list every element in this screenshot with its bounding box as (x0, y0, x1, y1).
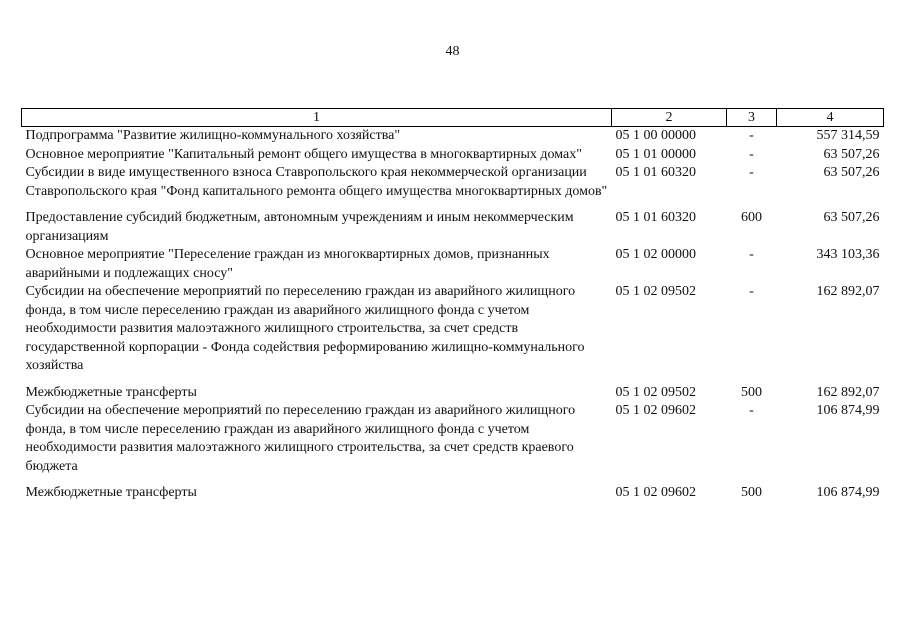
row-name: Субсидии на обеспечение мероприятий по переселению граждан из аварийного жилищного фонда, в том числе переселению граждан из аварийного жилищного фонда с учетом необходимости развития малоэтажного жилищного строительства, за счет средств государственной корпорации - Фонда содействия реформированию жилищно-коммунального хозяйства (25, 284, 585, 373)
row-code: 05 1 01 60320 (615, 165, 696, 180)
row-type: - (749, 284, 754, 299)
row-code: 05 1 02 09502 (615, 384, 696, 400)
row-type: 500 (741, 384, 762, 400)
row-name: Основное мероприятие "Переселение граждан из многоквартирных домов, признанных аварийными и подлежащих сносу" (25, 247, 550, 281)
row-code: 05 1 02 00000 (615, 247, 696, 262)
budget-table (21, 108, 884, 503)
table-row (22, 209, 884, 246)
row-sum: 106 874,99 (816, 485, 880, 500)
row-type: - (749, 247, 754, 262)
row-code: 05 1 02 09602 (615, 403, 696, 418)
row-sum: 162 892,07 (816, 284, 880, 299)
row-sum: 63 507,26 (823, 165, 880, 180)
table-row (22, 402, 884, 484)
row-type: - (749, 146, 754, 162)
row-name: Основное мероприятие "Капитальный ремонт общего имущества в многоквартирных домах" (25, 146, 582, 162)
row-sum: 106 874,99 (816, 403, 880, 418)
table-row (22, 127, 884, 146)
column-header-name: 1 (22, 109, 612, 127)
row-type: 500 (741, 485, 762, 500)
column-header-type: 3 (727, 109, 777, 127)
row-sum: 63 507,26 (823, 146, 880, 162)
row-name: Межбюджетные трансферты (25, 485, 197, 500)
row-name: Субсидии в виде имущественного взноса Ставропольского края некоммерческой организации Ставропольского края "Фонд капитального ремонта общего имущества многоквартирных домов" (25, 165, 608, 199)
row-name: Субсидии на обеспечение мероприятий по переселению граждан из аварийного жилищного фонда, в том числе переселению граждан из аварийного жилищного фонда с учетом необходимости развития малоэтажного жилищного строительства, за счет средств краевого бюджета (25, 403, 576, 474)
row-sum: 63 507,26 (823, 210, 880, 225)
table-row (22, 384, 884, 403)
row-sum: 343 103,36 (816, 247, 880, 262)
row-type: - (749, 165, 754, 180)
table-row (22, 146, 884, 165)
row-type: - (749, 128, 754, 143)
row-name: Предоставление субсидий бюджетным, автономным учреждениям и иным некоммерческим организациям (25, 210, 574, 244)
table-row (22, 164, 884, 209)
row-code: 05 1 02 09602 (615, 485, 696, 500)
table-row (22, 283, 884, 384)
row-name: Межбюджетные трансферты (25, 384, 197, 400)
table-header-row (22, 109, 884, 127)
row-code: 05 1 02 09502 (615, 284, 696, 299)
row-code: 05 1 01 60320 (615, 210, 696, 225)
row-type: - (749, 403, 754, 418)
row-type: 600 (741, 210, 762, 225)
page-number: 48 (445, 44, 460, 59)
row-sum: 162 892,07 (816, 384, 880, 400)
row-code: 05 1 00 00000 (615, 128, 696, 143)
row-code: 05 1 01 00000 (615, 146, 696, 162)
table-row (22, 246, 884, 283)
table-row (22, 484, 884, 503)
row-sum: 557 314,59 (816, 128, 880, 143)
column-header-sum: 4 (777, 109, 884, 127)
column-header-code: 2 (612, 109, 727, 127)
row-name: Подпрограмма "Развитие жилищно-коммунального хозяйства" (25, 128, 401, 143)
